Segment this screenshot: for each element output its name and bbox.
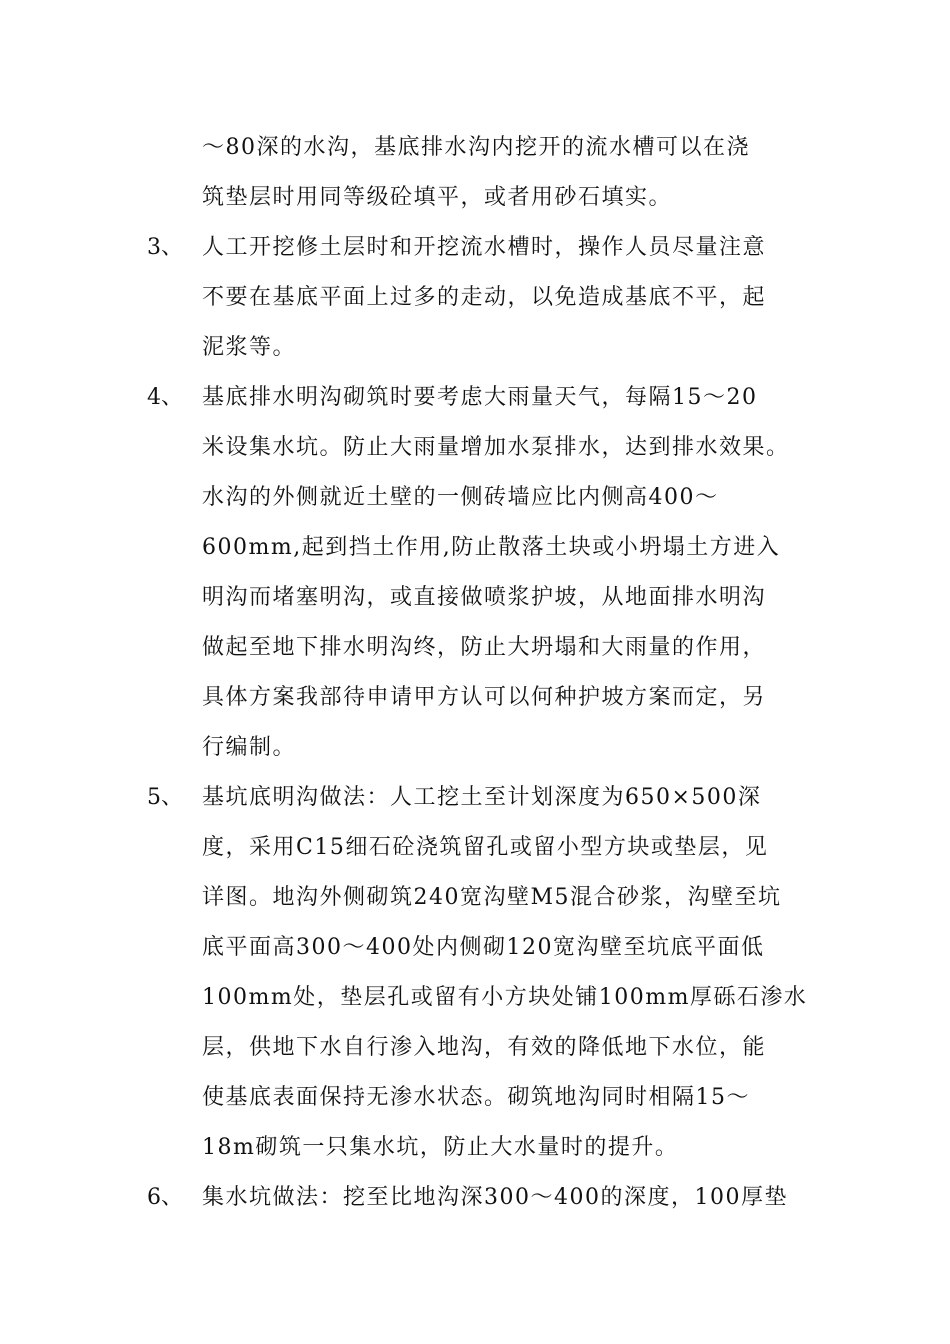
text-line: 明沟而堵塞明沟，或直接做喷浆护坡，从地面排水明沟: [202, 585, 767, 610]
paragraph-lines: [202, 223, 822, 373]
paragraph-lines: [202, 773, 822, 1173]
item-number: 6、: [147, 1185, 183, 1210]
text-line: ～80深的水沟，基底排水沟内挖开的流水槽可以在浇: [202, 135, 750, 160]
text-line: 泥浆等。: [202, 335, 297, 360]
text-line: 不要在基底平面上过多的走动，以免造成基底不平，起: [202, 285, 767, 310]
item-number: 5、: [147, 785, 183, 810]
text-line: 行编制。: [202, 735, 297, 760]
text-line: 筑垫层时用同等级砼填平，或者用砂石填实。: [202, 185, 673, 210]
text-line: 人工开挖修土层时和开挖流水槽时，操作人员尽量注意: [202, 235, 767, 260]
item-number: 4、: [147, 385, 183, 410]
item-number: 3、: [147, 235, 183, 260]
text-line: 100mm处，垫层孔或留有小方块处铺100mm厚砾石渗水: [202, 985, 808, 1010]
text-line: 做起至地下排水明沟终，防止大坍塌和大雨量的作用，: [202, 635, 767, 660]
text-line: 使基底表面保持无渗水状态。砌筑地沟同时相隔15～: [202, 1085, 750, 1110]
paragraph-lines: [202, 1173, 822, 1223]
text-line: 层，供地下水自行渗入地沟，有效的降低地下水位，能: [202, 1035, 767, 1060]
text-line: 基坑底明沟做法：人工挖土至计划深度为650×500深: [202, 785, 762, 810]
paragraph-lines: [202, 373, 822, 773]
text-line: 底平面高300～400处内侧砌120宽沟壁至坑底平面低: [202, 935, 765, 960]
text-line: 600mm,起到挡土作用,防止散落土块或小坍塌土方进入: [202, 535, 781, 560]
text-line: 详图。地沟外侧砌筑240宽沟壁M5混合砂浆，沟壁至坑: [202, 885, 782, 910]
text-line: 米设集水坑。防止大雨量增加水泵排水，达到排水效果。: [202, 435, 790, 460]
text-line: 18m砌筑一只集水坑，防止大水量时的提升。: [202, 1135, 679, 1160]
text-line: 集水坑做法：挖至比地沟深300～400的深度，100厚垫: [202, 1185, 788, 1210]
paragraph-lines: [202, 123, 822, 223]
text-line: 水沟的外侧就近土壁的一侧砖墙应比内侧高400～: [202, 485, 719, 510]
text-line: 基底排水明沟砌筑时要考虑大雨量天气，每隔15～20: [202, 385, 758, 410]
text-line: 度，采用C15细石砼浇筑留孔或留小型方块或垫层，见: [202, 835, 769, 860]
text-line: 具体方案我部待申请甲方认可以何种护坡方案而定，另: [202, 685, 767, 710]
